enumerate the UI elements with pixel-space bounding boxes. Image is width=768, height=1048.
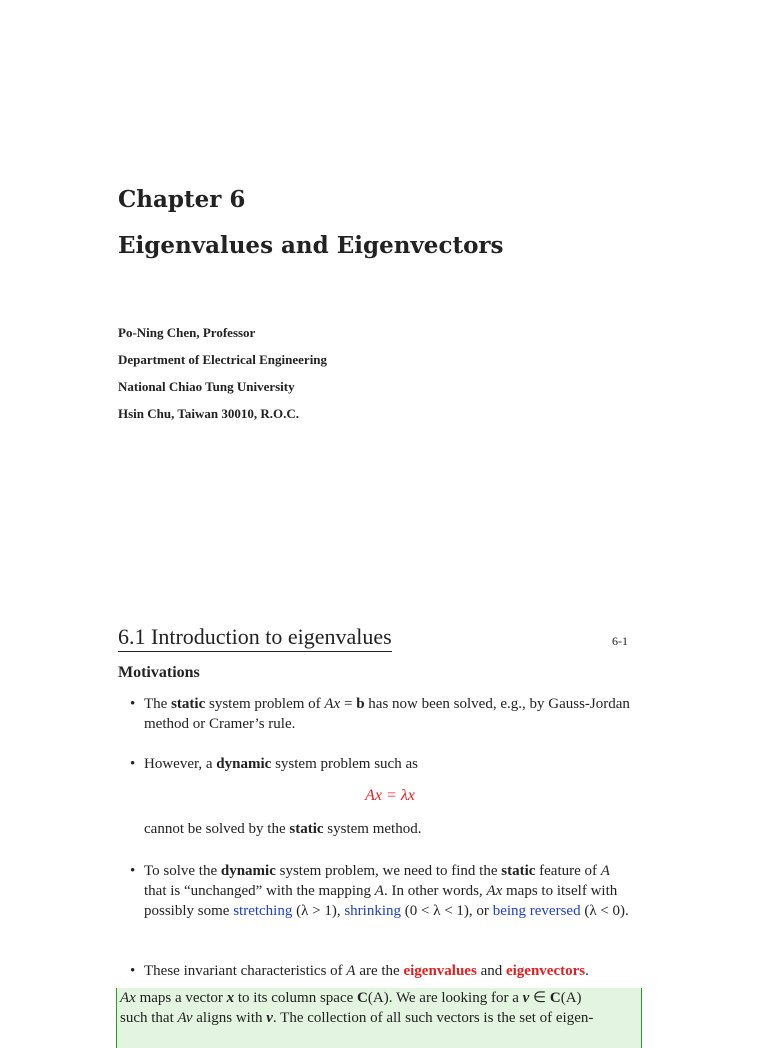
chapter-label: Chapter 6 [118,186,246,213]
term-being-reversed: being reversed [492,903,581,919]
bullet-dynamic-followup: cannot be solved by the static system method. [144,821,422,837]
bullet-dot: • [130,696,136,712]
author-name: Po-Ning Chen, Professor [118,325,256,340]
motivations-heading: Motivations [118,664,200,681]
term-eigenvalues: eigenvalues [403,963,477,979]
box-line-1: Ax maps a vector x to its column space C(A). We are looking for a v ∈ C(A) [120,990,582,1006]
definition-box [116,988,642,1048]
bullet-invariant-characteristics: • These invariant characteristics of A are the eigenvalues and eigenvectors. [130,963,589,979]
term-shrinking: shrinking [344,903,401,919]
bullet-dynamic-problem: • However, a dynamic system problem such as [130,756,418,772]
bullet-find-static-feature: • To solve the dynamic system problem, we need to find the static feature of A that is “unchanged” with the mapping A. In other words, Ax maps to itself with possibly some stretching (λ > 1), shrinking (0 < λ < 1), or being reversed (λ < 0). [130,863,629,919]
bullet-dot: • [130,756,136,772]
author-department: Department of Electrical Engineering [118,352,328,367]
page-number: 6-1 [612,634,628,648]
term-eigenvectors: eigenvectors [505,963,586,979]
chapter-title: Eigenvalues and Eigenvectors [118,232,504,259]
term-stretching: stretching [233,903,293,919]
section-title: 6.1 Introduction to eigenvalues [118,624,392,652]
bullet-static-problem: • The static system problem of Ax = b has now been solved, e.g., by Gauss-Jordan method or Cramer’s rule. [130,696,630,732]
bullet-dot: • [130,963,136,979]
eigen-equation: Ax = λx [365,787,415,804]
author-university: National Chiao Tung University [118,379,295,394]
box-line-2: such that Av aligns with v. The collection of all such vectors is the set of eigen- [120,1010,594,1026]
author-address: Hsin Chu, Taiwan 30010, R.O.C. [118,406,299,421]
bullet-dot: • [130,863,136,879]
